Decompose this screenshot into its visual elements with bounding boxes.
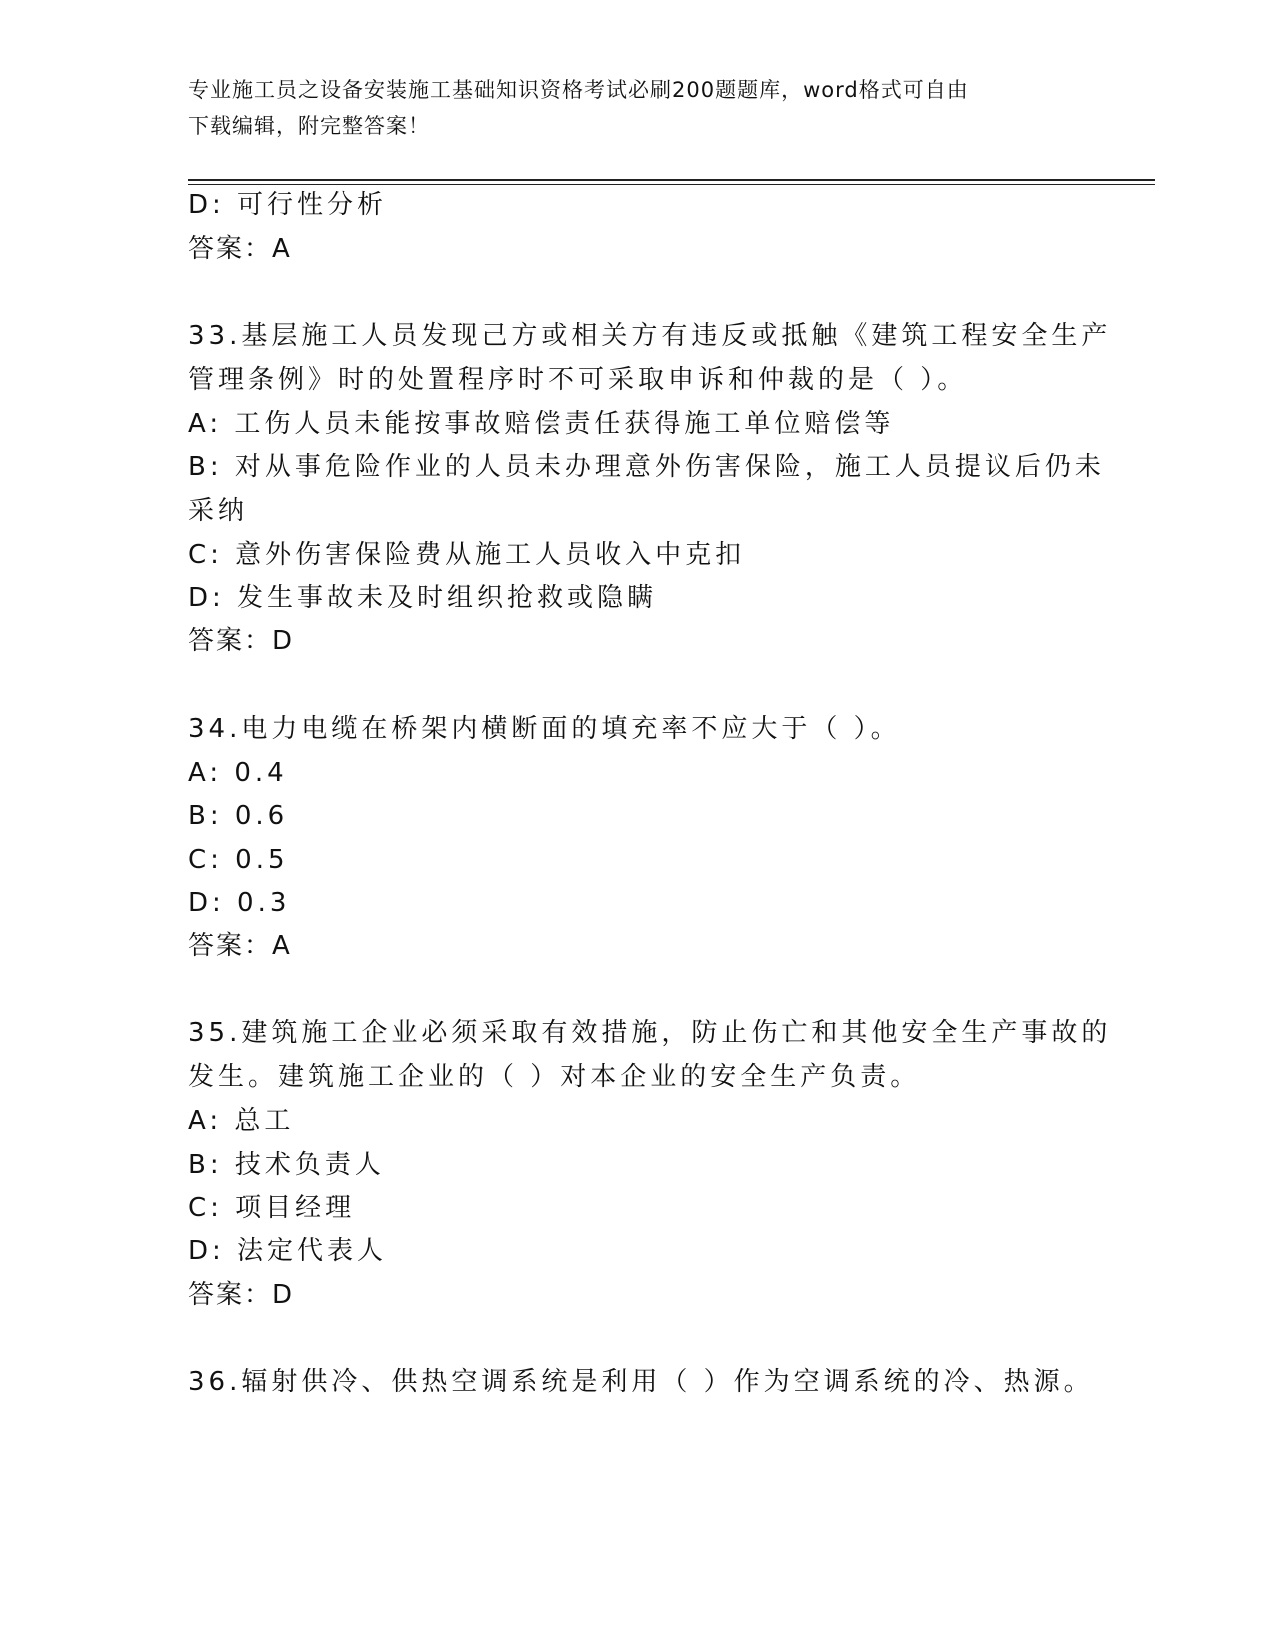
q33-answer: 答案：D bbox=[188, 626, 295, 656]
q34-option-b: B: 0.6 bbox=[188, 801, 289, 831]
q35-stem-line-2: 发生。建筑施工企业的（ ）对本企业的安全生产负责。 bbox=[188, 1062, 921, 1092]
q33-stem-line-2: 管理条例》时的处置程序时不可采取申诉和仲裁的是（ ）。 bbox=[188, 365, 968, 395]
q35-option-d: D: 法定代表人 bbox=[188, 1236, 388, 1266]
q34-stem-line-1: 34.电力电缆在桥架内横断面的填充率不应大于（ ）。 bbox=[188, 714, 901, 744]
header-divider-thick bbox=[188, 179, 1155, 181]
header-line-2: 下载编辑，附完整答案！ bbox=[188, 114, 430, 138]
document-header bbox=[188, 72, 1068, 144]
header-line-1: 专业施工员之设备安装施工基础知识资格考试必刷200题题库，word格式可自由 bbox=[188, 78, 969, 102]
q35-option-b: B: 技术负责人 bbox=[188, 1150, 385, 1180]
prev-option-d: D: 可行性分析 bbox=[188, 190, 388, 220]
q34-option-a: A: 0.4 bbox=[188, 758, 288, 788]
q36-stem-line-1: 36.辐射供冷、供热空调系统是利用（ ）作为空调系统的冷、热源。 bbox=[188, 1367, 1094, 1397]
q35-answer: 答案：D bbox=[188, 1280, 295, 1310]
q35-option-c: C: 项目经理 bbox=[188, 1193, 356, 1223]
q33-stem-line-1: 33.基层施工人员发现己方或相关方有违反或抵触《建筑工程安全生产 bbox=[188, 321, 1112, 351]
q34-option-c: C: 0.5 bbox=[188, 845, 289, 875]
q33-option-a: A: 工伤人员未能按事故赔偿责任获得施工单位赔偿等 bbox=[188, 409, 895, 439]
q34-answer: 答案：A bbox=[188, 931, 292, 961]
header-divider-thin bbox=[188, 184, 1155, 185]
q33-option-d: D: 发生事故未及时组织抢救或隐瞒 bbox=[188, 583, 658, 613]
q33-option-b-line-2: 采纳 bbox=[188, 496, 249, 526]
q35-option-a: A: 总工 bbox=[188, 1106, 295, 1136]
q33-option-b-line-1: B: 对从事危险作业的人员未办理意外伤害保险，施工人员提议后仍未 bbox=[188, 452, 1105, 482]
q35-stem-line-1: 35.建筑施工企业必须采取有效措施，防止伤亡和其他安全生产事故的 bbox=[188, 1018, 1112, 1048]
q34-option-d: D: 0.3 bbox=[188, 888, 291, 918]
prev-answer: 答案：A bbox=[188, 234, 292, 264]
q33-option-c: C: 意外伤害保险费从施工人员收入中克扣 bbox=[188, 540, 746, 570]
